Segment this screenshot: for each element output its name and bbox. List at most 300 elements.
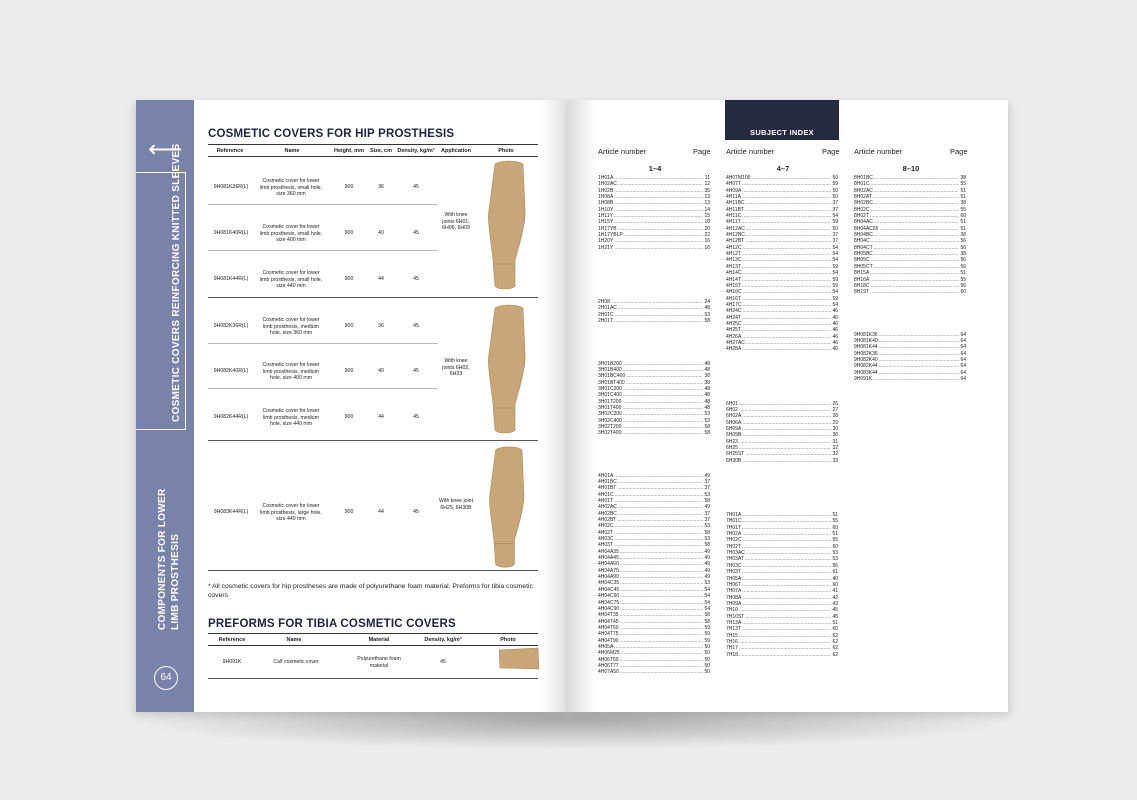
index-page: 46 — [832, 308, 838, 315]
index-article: 4H04A75 — [598, 567, 619, 574]
index-article: 6H01 — [726, 400, 738, 407]
index-column-1 — [598, 175, 710, 676]
index-article: 4H07T — [726, 181, 742, 188]
application-group-2: With knee joints 6H02, 6H23 — [442, 358, 470, 377]
index-article: 1H02B — [598, 187, 614, 194]
col-photo: Photo — [498, 148, 514, 154]
index-article: 6H25 — [726, 445, 738, 452]
index-page: 11 — [704, 175, 710, 181]
index-article: 9H082K40 — [854, 356, 878, 363]
index-article: 8H05BC — [854, 251, 873, 258]
index-article: 3H01BT400 — [598, 379, 625, 386]
index-gap — [598, 275, 710, 287]
table-header — [208, 144, 538, 157]
index-page: 49 — [704, 555, 710, 562]
col1-page-label: Page — [693, 147, 711, 156]
index-article: 4H16T — [726, 295, 742, 302]
index-article: 1H20Y — [598, 238, 614, 245]
cover-photo-2 — [481, 304, 531, 436]
index-page: 64 — [960, 369, 966, 376]
chapter-title-line1: COMPONENTS FOR LOWER — [157, 488, 168, 630]
index-page: 22 — [704, 232, 710, 239]
index-page: 64 — [960, 363, 966, 370]
index-page: 56 — [960, 282, 966, 289]
index-page: 54 — [832, 270, 838, 277]
cell-ref: 9H081K40R(L) — [213, 230, 249, 236]
index-page: 54 — [832, 244, 838, 251]
index-gap — [598, 349, 710, 361]
cell-height: 900 — [344, 230, 354, 236]
index-page: 24 — [704, 299, 710, 306]
index-page: 38 — [960, 232, 966, 239]
index-page: 62 — [832, 651, 838, 658]
index-page: 51 — [960, 194, 966, 201]
index-page: 60 — [960, 213, 966, 220]
index-article: 8H19T — [854, 289, 870, 296]
index-page: 55 — [832, 518, 838, 525]
group-8-10: 8–10 — [902, 164, 920, 173]
index-article: 4H14T — [726, 276, 742, 283]
index-gap — [598, 325, 710, 337]
index-page: 58 — [704, 318, 710, 325]
cell-density: 45 — [413, 509, 419, 515]
index-page: 60 — [832, 626, 838, 633]
index-article: 7H16 — [726, 638, 738, 645]
index-article: 6H09A — [726, 426, 742, 432]
index-page: 59 — [832, 219, 838, 226]
index-page: 48 — [704, 404, 710, 411]
index-page: 51 — [960, 270, 966, 277]
index-entry — [726, 346, 838, 352]
index-article: 1H11Y — [598, 213, 613, 220]
index-gap — [598, 263, 710, 275]
index-article: 4H04T75 — [598, 631, 619, 638]
index-page: 14 — [704, 206, 710, 213]
index-page: 64 — [960, 331, 966, 338]
index-article: 9H082K44 — [854, 363, 878, 370]
index-page: 51 — [960, 187, 966, 194]
table-bottom-rule — [208, 678, 538, 679]
index-article: 3H02C200 — [598, 411, 622, 418]
index-page: 54 — [832, 257, 838, 264]
index-article: 6H02 — [726, 406, 738, 413]
index-article: 4H04T90 — [598, 637, 619, 644]
cell-name: Cosmetic cover for lower limb prosthesis, medium hole, size 440 mm — [262, 408, 320, 427]
cell-name: Cosmetic cover for lower limb prosthesis, medium hole, size 360 mm — [262, 317, 320, 336]
index-page: 54 — [832, 301, 838, 308]
cell-ref: 9H082K40R(L) — [213, 368, 249, 374]
cell-name: Cosmetic cover for lower limb prosthesis, medium hole, size 400 mm — [262, 362, 320, 381]
index-page: 59 — [704, 637, 710, 644]
index-page: 51 — [832, 512, 838, 519]
cell-size: 44 — [378, 509, 384, 515]
index-article: 3H02T200 — [598, 423, 622, 430]
index-article: 3H02C400 — [598, 417, 622, 424]
index-page: 46 — [832, 314, 838, 321]
index-page: 50 — [704, 650, 710, 657]
index-article: 8H05C — [854, 257, 870, 264]
index-page: 48 — [704, 398, 710, 405]
index-article: 4H24C — [726, 308, 742, 315]
index-page: 56 — [960, 263, 966, 270]
index-gap — [598, 461, 710, 473]
index-page: 49 — [704, 548, 710, 555]
index-page: 38 — [704, 373, 710, 380]
cell-ref: 9H081K44R(L) — [213, 276, 249, 282]
index-article: 4H13T — [726, 263, 742, 270]
cell-ref: 9H083K44R(L) — [213, 509, 249, 515]
col-reference: Reference — [216, 148, 244, 154]
index-page: 37 — [704, 510, 710, 517]
cell-size: 40 — [378, 230, 384, 236]
index-page: 13 — [704, 200, 710, 207]
index-page: 50 — [704, 656, 710, 663]
index-page: 28 — [832, 413, 838, 420]
index-page: 16 — [704, 238, 710, 245]
index-article: 4H12T — [726, 251, 742, 258]
index-page: 35 — [704, 187, 710, 194]
index-page: 12 — [704, 181, 710, 188]
index-article: 6H30B — [726, 457, 742, 464]
index-page: 55 — [960, 276, 966, 283]
index-gap — [854, 320, 966, 332]
index-page: 37 — [832, 200, 838, 207]
index-page: 37 — [704, 485, 710, 492]
cell-density: 45 — [413, 368, 419, 374]
index-article: 7H05A — [726, 575, 742, 582]
index-article: 2H01AC — [598, 305, 617, 312]
index-article: 4H25C — [726, 320, 742, 327]
index-article: 4H11C — [726, 213, 742, 220]
index-page: 58 — [704, 612, 710, 619]
index-article: 4H17C — [726, 301, 742, 308]
index-article: 7H01T — [726, 524, 742, 531]
cell-height: 900 — [344, 509, 354, 515]
index-article: 7H02A — [726, 531, 742, 538]
cell-ref: 9H082K44R(L) — [213, 414, 249, 420]
index-article: 8H15A — [854, 270, 870, 277]
cell-name: Cosmetic cover for lower limb prosthesis, small hole, size 400 mm — [259, 224, 323, 243]
row-divider — [208, 297, 538, 298]
index-page: 49 — [704, 567, 710, 574]
index-page: 27 — [832, 406, 838, 413]
index-page: 60 — [832, 543, 838, 550]
index-page: 55 — [832, 537, 838, 544]
index-gap — [598, 287, 710, 299]
index-page: 53 — [704, 311, 710, 318]
index-article: 8H02AT — [854, 194, 872, 201]
index-page: 18 — [704, 219, 710, 226]
index-article: 1H08B — [598, 200, 614, 207]
index-article: 1H15Y — [598, 219, 614, 226]
right-page — [568, 100, 1008, 712]
index-article: 7H03AT — [726, 556, 744, 563]
index-page: 45 — [832, 607, 838, 614]
index-article: 4H02BT — [598, 517, 617, 524]
index-article: 4H11T — [726, 219, 741, 226]
index-page: 53 — [704, 536, 710, 543]
index-page: 46 — [832, 327, 838, 334]
row-divider — [208, 250, 438, 251]
index-page: 50 — [704, 662, 710, 669]
col-name: Name — [284, 148, 300, 154]
index-page: 60 — [832, 524, 838, 531]
cover-photo-3 — [481, 446, 531, 570]
index-entry — [854, 289, 966, 295]
index-page: 46 — [832, 346, 838, 353]
cell-size: 36 — [378, 184, 384, 190]
table-header-2 — [208, 633, 538, 646]
index-article: 7H03T — [726, 569, 742, 576]
index-entry — [598, 669, 710, 675]
index-leader — [614, 318, 703, 324]
index-page: 54 — [832, 213, 838, 220]
index-gap — [854, 296, 966, 308]
index-leader — [742, 346, 831, 352]
index-article: 4H02BC — [598, 510, 617, 517]
section-tab-label: COSMETIC COVERS REINFORCING KNITTED SLEEVES — [171, 143, 182, 422]
index-entry — [598, 318, 710, 324]
section-title-tibia-preforms: PREFORMS FOR TIBIA COSMETIC COVERS — [208, 618, 456, 630]
index-gap — [598, 449, 710, 461]
index-page: 53 — [704, 411, 710, 418]
index-article: 4H14C — [726, 270, 742, 277]
index-article: 1H21Y — [598, 244, 614, 251]
index-article: 2H01T — [598, 318, 614, 325]
index-article: 4H11BC — [726, 200, 745, 207]
index-page: 48 — [704, 360, 710, 367]
col-height: Height, mm — [334, 148, 364, 154]
index-gap — [854, 308, 966, 320]
index-page: 56 — [960, 244, 966, 251]
back-arrow-icon[interactable]: ⟵ — [148, 136, 183, 163]
index-entry — [854, 376, 966, 382]
index-page: 37 — [704, 478, 710, 485]
index-article: 4H28A — [726, 346, 742, 353]
index-page: 49 — [704, 472, 710, 479]
index-page: 59 — [832, 295, 838, 302]
calf-cover-photo — [498, 647, 540, 671]
cell-density: 45 — [413, 230, 419, 236]
col2-name: Name — [286, 637, 302, 643]
index-page: 62 — [832, 632, 838, 639]
index-page: 49 — [704, 561, 710, 568]
index-page: 51 — [832, 531, 838, 538]
index-article: 6H25ST — [726, 451, 745, 458]
index-page: 51 — [832, 619, 838, 626]
index-page: 59 — [704, 624, 710, 631]
col-application: Application — [441, 148, 471, 154]
index-article: 7H09A — [726, 600, 742, 607]
index-article: 6H23 — [726, 438, 738, 445]
index-article: 2H08 — [598, 299, 610, 306]
index-article: 7H06T — [726, 581, 742, 588]
cell-height: 900 — [344, 323, 354, 329]
index-page: 54 — [832, 289, 838, 296]
index-page: 15 — [704, 213, 710, 220]
index-column-2 — [726, 175, 838, 658]
index-article: 7H03C — [726, 562, 742, 569]
index-page: 13 — [704, 194, 710, 201]
index-article: 9H081K44 — [854, 344, 878, 351]
index-article: 4H01A — [598, 472, 614, 479]
index-article: 9H083K44 — [854, 369, 878, 376]
index-article: 4H12C — [726, 244, 742, 251]
index-article: 7H18 — [726, 651, 738, 658]
index-page: 59 — [832, 263, 838, 270]
index-article: 4H11A — [726, 194, 741, 201]
index-article: 6H09B — [726, 432, 742, 439]
index-page: 58 — [704, 542, 710, 549]
index-article: 8H02BC — [854, 200, 873, 207]
col-density: Density, kg/m³ — [397, 148, 435, 154]
index-article: 4H07A50 — [598, 669, 619, 676]
index-page: 37 — [832, 232, 838, 239]
index-article: 4H11BT — [726, 206, 744, 213]
row-divider — [208, 440, 538, 441]
index-article: 7H03AC — [726, 550, 745, 557]
index-article: 4H06T50 — [598, 656, 619, 663]
index-article: 4H07M100 — [726, 175, 751, 181]
index-page: 60 — [960, 289, 966, 296]
index-page: 48 — [704, 385, 710, 392]
gutter-shade-right — [568, 100, 596, 712]
index-page: 55 — [960, 206, 966, 213]
index-article: 3H02T400 — [598, 430, 622, 437]
index-page: 56 — [960, 238, 966, 245]
index-page: 45 — [832, 613, 838, 620]
index-page: 37 — [832, 238, 838, 245]
index-article: 4H25T — [726, 327, 742, 334]
index-page: 54 — [832, 251, 838, 258]
cell-size: 36 — [378, 323, 384, 329]
index-article: 4H04A90 — [598, 574, 619, 581]
gutter-shade — [540, 100, 568, 712]
col3-page-label: Page — [950, 147, 968, 156]
index-article: 8H18C — [854, 282, 870, 289]
subject-index-header: SUBJECT INDEX — [725, 100, 839, 140]
index-article: 8H04AC — [854, 219, 873, 226]
index-page: 62 — [832, 645, 838, 652]
index-page: 51 — [960, 225, 966, 232]
index-gap — [726, 488, 838, 500]
page-number: 64 — [154, 666, 178, 690]
chapter-title-line2: LIMB PROSTHESIS — [170, 533, 181, 630]
index-leader — [742, 458, 831, 464]
index-article: 4H03C — [598, 536, 614, 543]
index-page: 53 — [704, 417, 710, 424]
index-article: 7H01A — [726, 512, 742, 519]
cell-ref: 9H091K — [222, 659, 242, 665]
index-article: 4H12BC — [726, 232, 745, 239]
col2-reference: Reference — [218, 637, 246, 643]
col3-article-label: Article number — [854, 147, 903, 156]
group-4-7: 4–7 — [776, 164, 790, 173]
cell-height: 900 — [344, 368, 354, 374]
index-gap — [726, 476, 838, 488]
cell-density: 45 — [413, 184, 419, 190]
index-article: 4H02T — [598, 529, 614, 536]
cell-name: Calf cosmetic cover — [273, 659, 319, 665]
index-page: 54 — [704, 593, 710, 600]
index-gap — [726, 353, 838, 365]
index-article: 4H15T — [726, 282, 742, 289]
index-article: 4H12BT — [726, 238, 745, 245]
index-page: 58 — [704, 618, 710, 625]
index-gap — [598, 437, 710, 449]
index-article: 1H02AC — [598, 181, 617, 188]
index-article: 4H04A35 — [598, 548, 619, 555]
index-entry — [598, 430, 710, 436]
index-page: 38 — [704, 379, 710, 386]
index-article: 4H01BC — [598, 478, 617, 485]
index-leader — [622, 430, 703, 436]
row-divider — [208, 570, 538, 571]
index-article: 8H01BC — [854, 175, 873, 181]
index-article: 7H01C — [726, 518, 742, 525]
index-page: 48 — [704, 392, 710, 399]
index-article: 1H10Y — [598, 206, 614, 213]
index-page: 50 — [832, 194, 838, 201]
index-page: 50 — [832, 225, 838, 232]
index-page: 38 — [960, 175, 966, 181]
index-page: 58 — [704, 423, 710, 430]
index-article: 4H01C — [598, 491, 614, 498]
index-article: 9H081K36 — [854, 331, 878, 338]
index-gap — [726, 377, 838, 389]
index-article: 4H27AC — [726, 339, 745, 346]
index-page: 56 — [832, 562, 838, 569]
index-leader — [739, 652, 831, 658]
row-divider — [208, 343, 438, 344]
index-article: 8H04C — [854, 238, 870, 245]
cell-size: 40 — [378, 368, 384, 374]
index-article: 4H06T77 — [598, 662, 619, 669]
index-article: 8H02C — [854, 206, 870, 213]
index-article: 7H10ST — [726, 613, 745, 620]
cell-height: 900 — [344, 414, 354, 420]
index-article: 4H12AC — [726, 225, 745, 232]
index-page: 59 — [704, 631, 710, 638]
index-gap — [726, 464, 838, 476]
index-page: 53 — [704, 580, 710, 587]
application-group-1: With knee joints 6H01, 6H06, 6H09 — [442, 212, 470, 231]
index-page: 48 — [704, 366, 710, 373]
index-page: 53 — [832, 550, 838, 557]
index-article: 8H05CT — [854, 263, 873, 270]
cell-size: 44 — [378, 414, 384, 420]
index-article: 3H01B400 — [598, 366, 622, 373]
index-page: 36 — [832, 432, 838, 439]
cell-ref: 9H082K36R(L) — [213, 323, 249, 329]
col2-photo: Photo — [500, 637, 516, 643]
index-page: 48 — [704, 305, 710, 312]
index-article: 3H01T400 — [598, 404, 622, 411]
index-entry — [726, 652, 838, 658]
col2-page-label: Page — [822, 147, 840, 156]
cell-name: Cosmetic cover for lower limb prosthesis, small hole, size 360 mm — [259, 178, 323, 197]
index-article: 7H08A — [726, 594, 742, 601]
index-page: 54 — [704, 605, 710, 612]
index-page: 60 — [832, 581, 838, 588]
index-article: 7H02C — [726, 537, 742, 544]
index-article: 8H16A — [854, 276, 870, 283]
col2-material: Material — [368, 637, 390, 643]
row-divider — [208, 204, 438, 205]
index-article: 8H04AC65 — [854, 225, 879, 232]
left-page — [136, 100, 568, 712]
index-article: 1H17YB — [598, 225, 617, 232]
